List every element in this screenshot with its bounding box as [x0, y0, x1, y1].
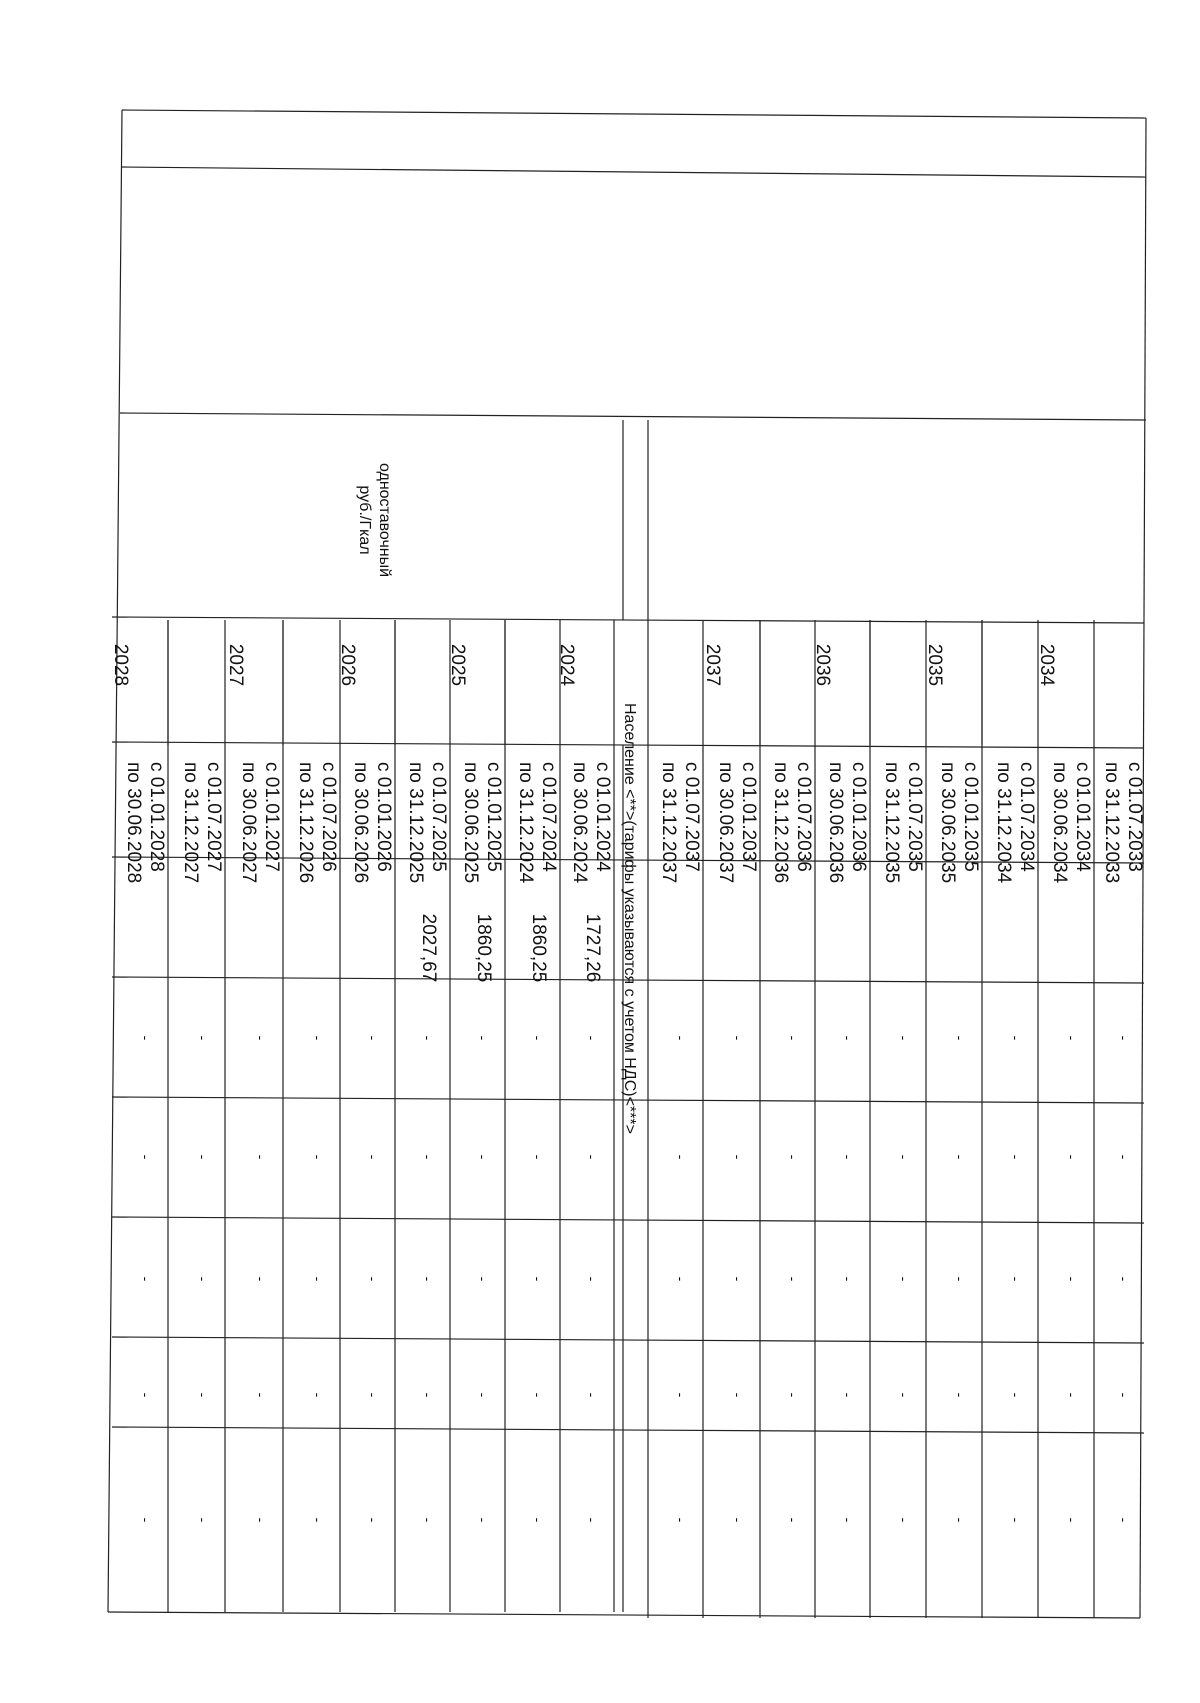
lower-row-empty-cell: -	[420, 1392, 436, 1398]
upper-row-to: по 31.12.2037	[658, 762, 679, 884]
lower-row-empty-cell: -	[138, 1276, 154, 1282]
lower-row-empty-cell: -	[475, 1276, 491, 1282]
lower-row-year: 2024	[556, 643, 577, 687]
upper-row-empty-cell: -	[896, 1392, 912, 1398]
lower-row-empty-cell: -	[475, 1035, 491, 1041]
upper-row-empty-cell: -	[1116, 1517, 1132, 1523]
lower-row-empty-cell: -	[365, 1276, 381, 1282]
lower-row-empty-cell: -	[530, 1035, 546, 1041]
upper-row-empty-cell: -	[952, 1392, 968, 1398]
upper-row-to: по 30.06.2037	[715, 762, 736, 884]
upper-row-empty-cell: -	[840, 1392, 856, 1398]
upper-row-from: с 01.07.2035	[904, 762, 925, 872]
lower-row-empty-cell: -	[475, 1392, 491, 1398]
lower-row-to: по 30.06.2026	[350, 762, 371, 884]
upper-row-empty-cell: -	[896, 1276, 912, 1282]
lower-row-empty-cell: -	[253, 1517, 269, 1523]
upper-row-empty-cell: -	[952, 1276, 968, 1282]
lower-row-empty-cell: -	[584, 1035, 600, 1041]
table-border-top	[122, 110, 1146, 118]
lower-row-from: с 01.01.2024	[592, 762, 613, 872]
lower-row-empty-cell: -	[253, 1392, 269, 1398]
upper-row-from: с 01.07.2034	[1016, 762, 1037, 872]
column-separator	[112, 1337, 1144, 1343]
lower-row-empty-cell: -	[584, 1276, 600, 1282]
upper-row-empty-cell: -	[673, 1035, 689, 1041]
lower-row-empty-cell: -	[584, 1392, 600, 1398]
lower-row-empty-cell: -	[253, 1035, 269, 1041]
upper-row-year: 2036	[812, 643, 833, 687]
upper-row-empty-cell: -	[896, 1154, 912, 1160]
lower-row-from: с 01.01.2026	[373, 762, 394, 872]
lower-row-to: по 30.06.2028	[123, 762, 144, 884]
lower-row-value: 1727,26	[582, 913, 603, 983]
upper-row-empty-cell: -	[896, 1035, 912, 1041]
upper-row-empty-cell: -	[1008, 1392, 1024, 1398]
upper-row-empty-cell: -	[673, 1154, 689, 1160]
lower-row-empty-cell: -	[195, 1035, 211, 1041]
lower-row-from: с 01.07.2024	[538, 762, 559, 872]
lower-row-empty-cell: -	[195, 1517, 211, 1523]
upper-row-year: 2034	[1036, 643, 1057, 687]
lower-row-empty-cell: -	[138, 1154, 154, 1160]
upper-row-empty-cell: -	[673, 1517, 689, 1523]
upper-row-empty-cell: -	[952, 1517, 968, 1523]
upper-row-empty-cell: -	[673, 1392, 689, 1398]
unit-label: руб./Гкал	[356, 485, 373, 555]
upper-row-empty-cell: -	[840, 1035, 856, 1041]
header-band-line	[120, 413, 1146, 420]
upper-row-empty-cell: -	[1064, 1517, 1080, 1523]
upper-row-year: 2037	[702, 643, 723, 687]
lower-row-from: с 01.07.2027	[203, 762, 224, 872]
upper-row-empty-cell: -	[730, 1276, 746, 1282]
upper-row-empty-cell: -	[1116, 1035, 1132, 1041]
lower-row-empty-cell: -	[365, 1154, 381, 1160]
lower-row-from: с 01.01.2027	[261, 762, 282, 872]
header-band-line	[122, 167, 1146, 177]
upper-row-empty-cell: -	[840, 1154, 856, 1160]
lower-row-from: с 01.07.2026	[318, 762, 339, 872]
lower-row-empty-cell: -	[475, 1517, 491, 1523]
lower-row-value: 2027,67	[418, 913, 439, 983]
upper-row-empty-cell: -	[1008, 1035, 1024, 1041]
lower-row-to: по 31.12.2024	[515, 762, 536, 884]
lower-row-empty-cell: -	[530, 1276, 546, 1282]
lower-row-from: с 01.07.2025	[428, 762, 449, 872]
upper-row-empty-cell: -	[840, 1517, 856, 1523]
upper-row-from: с 01.07.2033	[1124, 762, 1145, 872]
upper-row-to: по 31.12.2033	[1101, 762, 1122, 884]
upper-row-empty-cell: -	[785, 1276, 801, 1282]
upper-row-empty-cell: -	[730, 1035, 746, 1041]
lower-row-to: по 30.06.2027	[238, 762, 259, 884]
lower-row-year: 2028	[110, 643, 131, 687]
upper-row-to: по 31.12.2036	[770, 762, 791, 884]
upper-row-empty-cell: -	[1008, 1154, 1024, 1160]
lower-row-to: по 31.12.2026	[295, 762, 316, 884]
upper-row-empty-cell: -	[785, 1035, 801, 1041]
upper-row-from: с 01.01.2037	[738, 762, 759, 872]
tariff-type-label: одноставочный	[376, 462, 393, 578]
lower-row-empty-cell: -	[365, 1035, 381, 1041]
lower-row-empty-cell: -	[475, 1154, 491, 1160]
upper-row-empty-cell: -	[1064, 1392, 1080, 1398]
lower-row-year: 2025	[447, 643, 468, 687]
lower-row-empty-cell: -	[584, 1154, 600, 1160]
upper-row-empty-cell: -	[730, 1517, 746, 1523]
upper-row-empty-cell: -	[673, 1276, 689, 1282]
upper-row-to: по 30.06.2035	[937, 762, 958, 884]
lower-row-empty-cell: -	[310, 1154, 326, 1160]
upper-row-empty-cell: -	[952, 1154, 968, 1160]
column-separator	[112, 1217, 1144, 1223]
lower-row-empty-cell: -	[195, 1392, 211, 1398]
upper-row-empty-cell: -	[1008, 1517, 1024, 1523]
upper-row-empty-cell: -	[1064, 1154, 1080, 1160]
lower-row-empty-cell: -	[365, 1517, 381, 1523]
lower-row-empty-cell: -	[310, 1276, 326, 1282]
upper-row-empty-cell: -	[840, 1276, 856, 1282]
lower-row-value: 1860,25	[528, 913, 549, 983]
table-border-left	[108, 110, 122, 1612]
upper-row-from: с 01.07.2037	[681, 762, 702, 872]
upper-row-to: по 30.06.2034	[1049, 762, 1070, 884]
upper-row-from: с 01.01.2036	[848, 762, 869, 872]
upper-row-empty-cell: -	[1116, 1154, 1132, 1160]
lower-row-empty-cell: -	[310, 1392, 326, 1398]
lower-row-empty-cell: -	[195, 1276, 211, 1282]
lower-row-to: по 30.06.2025	[460, 762, 481, 884]
column-separator	[112, 617, 1144, 623]
lower-row-empty-cell: -	[138, 1035, 154, 1041]
lower-row-value: 1860,25	[473, 913, 494, 983]
lower-row-empty-cell: -	[310, 1035, 326, 1041]
lower-row-from: с 01.01.2025	[483, 762, 504, 872]
upper-row-empty-cell: -	[896, 1517, 912, 1523]
upper-row-to: по 30.06.2036	[825, 762, 846, 884]
upper-row-empty-cell: -	[1064, 1035, 1080, 1041]
upper-row-empty-cell: -	[1116, 1392, 1132, 1398]
lower-row-empty-cell: -	[420, 1035, 436, 1041]
upper-row-year: 2035	[924, 643, 945, 687]
upper-row-empty-cell: -	[785, 1517, 801, 1523]
upper-row-to: по 31.12.2035	[881, 762, 902, 884]
lower-row-empty-cell: -	[584, 1517, 600, 1523]
upper-row-empty-cell: -	[785, 1154, 801, 1160]
upper-row-empty-cell: -	[730, 1154, 746, 1160]
column-separator	[112, 1427, 1144, 1433]
lower-row-empty-cell: -	[530, 1517, 546, 1523]
upper-row-from: с 01.07.2036	[793, 762, 814, 872]
upper-row-empty-cell: -	[730, 1392, 746, 1398]
lower-row-empty-cell: -	[138, 1517, 154, 1523]
lower-row-year: 2027	[225, 643, 246, 687]
lower-row-to: по 30.06.2024	[569, 762, 590, 884]
lower-row-empty-cell: -	[253, 1154, 269, 1160]
upper-row-empty-cell: -	[1116, 1276, 1132, 1282]
lower-row-to: по 31.12.2025	[405, 762, 426, 884]
upper-row-empty-cell: -	[785, 1392, 801, 1398]
lower-row-empty-cell: -	[138, 1392, 154, 1398]
upper-row-empty-cell: -	[952, 1035, 968, 1041]
lower-row-empty-cell: -	[420, 1154, 436, 1160]
lower-row-empty-cell: -	[253, 1276, 269, 1282]
lower-row-year: 2026	[337, 643, 358, 687]
lower-row-empty-cell: -	[420, 1517, 436, 1523]
lower-row-empty-cell: -	[195, 1154, 211, 1160]
upper-row-empty-cell: -	[1008, 1276, 1024, 1282]
lower-row-to: по 31.12.2027	[180, 762, 201, 884]
upper-row-to: по 31.12.2034	[993, 762, 1014, 884]
lower-row-empty-cell: -	[365, 1392, 381, 1398]
lower-row-empty-cell: -	[310, 1517, 326, 1523]
lower-row-from: с 01.01.2028	[146, 762, 167, 872]
lower-row-empty-cell: -	[420, 1276, 436, 1282]
lower-row-empty-cell: -	[530, 1392, 546, 1398]
population-header: Население <**>(тарифы указываются с учетом НДС)<***>	[621, 703, 638, 1134]
table-border-bottom	[108, 1612, 1140, 1618]
upper-row-from: с 01.01.2035	[960, 762, 981, 872]
upper-row-from: с 01.01.2034	[1072, 762, 1093, 872]
upper-row-empty-cell: -	[1064, 1276, 1080, 1282]
lower-row-empty-cell: -	[530, 1154, 546, 1160]
